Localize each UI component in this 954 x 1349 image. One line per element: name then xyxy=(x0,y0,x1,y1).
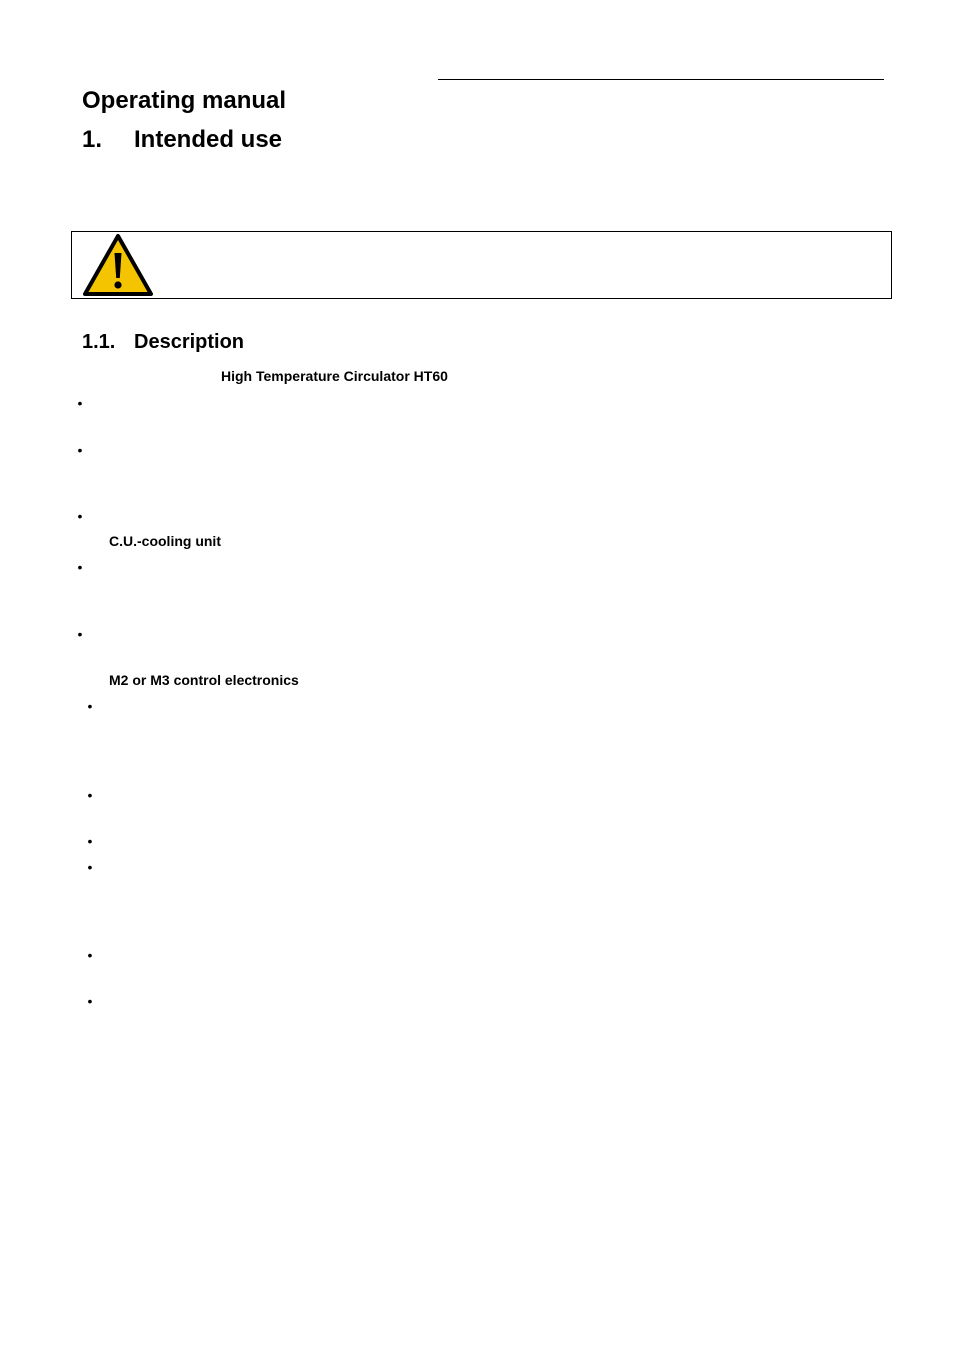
subsection-title: Description xyxy=(134,331,245,353)
cooling-unit-label: C.U.-cooling unit xyxy=(109,533,221,549)
warning-box xyxy=(71,231,892,299)
warning-triangle-icon xyxy=(82,233,154,297)
bullet: • xyxy=(87,787,93,803)
bullet: • xyxy=(87,859,93,875)
bullet: • xyxy=(77,508,83,524)
bullet: • xyxy=(77,626,83,642)
bullet: • xyxy=(77,559,83,575)
section-number: 1. xyxy=(82,126,103,153)
bullet: • xyxy=(87,698,93,714)
product-label: High Temperature Circulator HT60 xyxy=(221,368,448,384)
bullet: • xyxy=(87,993,93,1009)
bullet: • xyxy=(87,833,93,849)
section-heading xyxy=(82,125,282,155)
subsection-number: 1.1. xyxy=(82,331,116,353)
document-title: Operating manual xyxy=(82,87,287,114)
subsection-heading xyxy=(82,329,244,355)
control-electronics-label: M2 or M3 control electronics xyxy=(109,672,299,688)
bullet: • xyxy=(87,947,93,963)
section-title: Intended use xyxy=(134,126,283,153)
bullet: • xyxy=(77,442,83,458)
bullet: • xyxy=(77,395,83,411)
header-rule xyxy=(438,79,884,80)
